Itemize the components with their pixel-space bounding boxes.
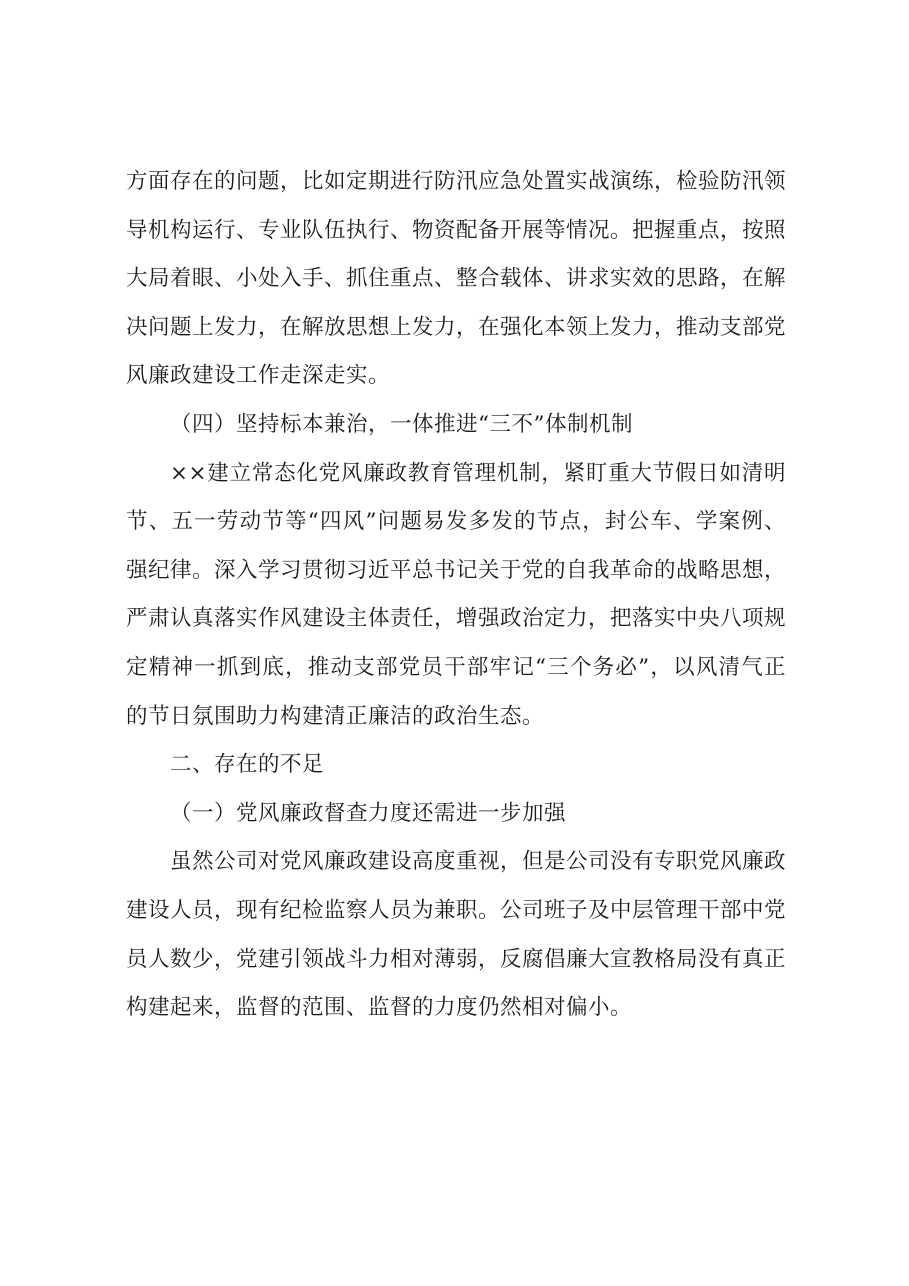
paragraph-section-2-1: 虽然公司对党风廉政建设高度重视，但是公司没有专职党风廉政建设人员，现有纪检监察人员为兼职。公司班子及中层管理干部中党员人数少，党建引领战斗力相对薄弱，反腐倡廉大宣教格局没有真正构建起来，监督的范围、监督的力度仍然相对偏小。: [126, 849, 787, 1021]
chapter-heading-2: 二、存在的不足: [170, 752, 325, 778]
section-heading-4: （四）坚持标本兼治，一体推进“三不”体制机制: [170, 411, 633, 437]
paragraph-continued: 方面存在的问题，比如定期进行防汛应急处置实战演练，检验防汛领导机构运行、专业队伍执行、物资配备开展等情况。把握重点，按照大局着眼、小处入手、抓住重点、整合载体、讲求实效的思路，在解决问题上发力，在解放思想上发力，在强化本领上发力，推动支部党风廉政建设工作走深走实。: [126, 169, 787, 389]
document-body: [126, 158, 786, 1033]
paragraph-section-4: ××建立常态化党风廉政教育管理机制，紧盯重大节假日如清明节、五一劳动节等“四风”问题易发多发的节点，封公车、学案例、强纪律。深入学习贯彻习近平总书记关于党的自我革命的战略思想，严肃认真落实作风建设主体责任，增强政治定力，把落实中央八项规定精神一抓到底，推动支部党员干部牢记“三个务必”，以风清气正的节日氛围助力构建清正廉洁的政治生态。: [126, 460, 787, 729]
section-heading-2-1: （一）党风廉政督查力度还需进一步加强: [170, 800, 567, 826]
